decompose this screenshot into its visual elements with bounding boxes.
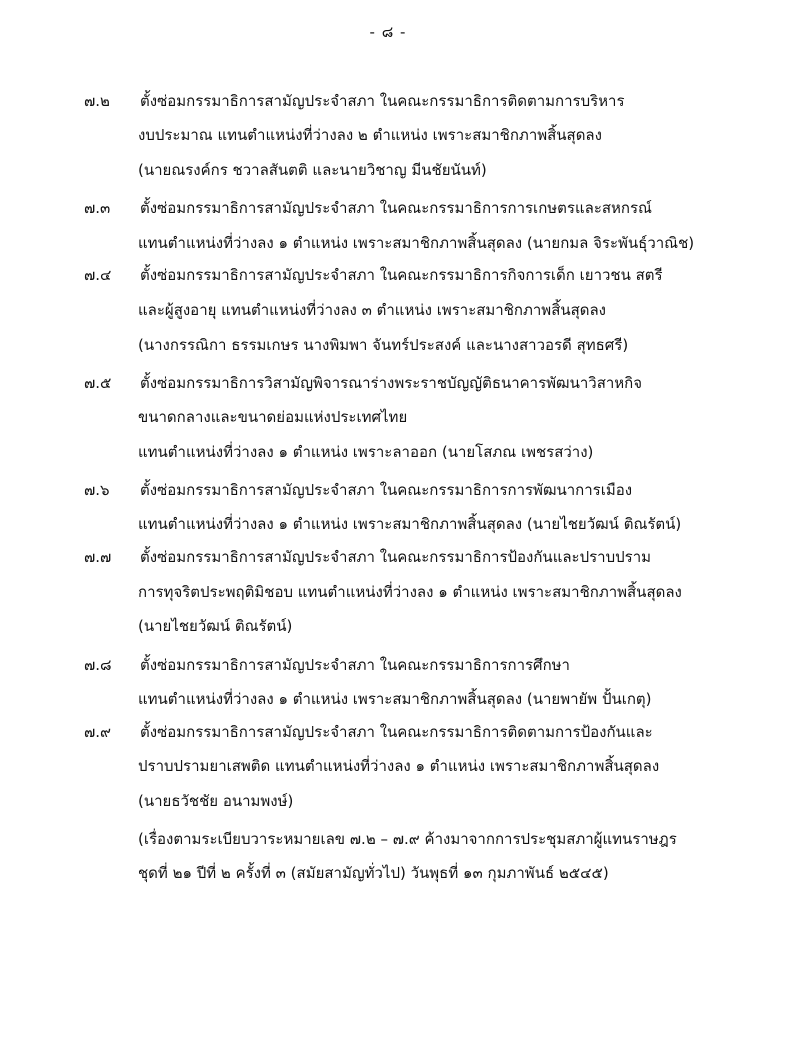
item-line: งบประมาณ แทนตำแหน่งที่ว่างลง ๒ ตำแหน่ง เพราะสมาชิกภาพสิ้นสุดลง [138, 126, 602, 144]
item-line: (นายไชยวัฒน์ ติณรัตน์) [138, 617, 293, 635]
item-line: ตั้งซ่อมกรรมาธิการสามัญประจำสภา ในคณะกรรมาธิการกิจการเด็ก เยาวชน สตรี [140, 266, 663, 284]
item-line: ตั้งซ่อมกรรมาธิการสามัญประจำสภา ในคณะกรรมาธิการการเกษตรและสหกรณ์ [140, 199, 652, 217]
item-number: ๗.๗ [84, 548, 112, 566]
page-number: - ๘ - [369, 23, 407, 41]
item-line: การทุจริตประพฤติมิชอบ แทนตำแหน่งที่ว่างลง ๑ ตำแหน่ง เพราะสมาชิกภาพสิ้นสุดลง [138, 583, 682, 601]
item-line: ปราบปรามยาเสพติด แทนตำแหน่งที่ว่างลง ๑ ตำแหน่ง เพราะสมาชิกภาพสิ้นสุดลง [138, 757, 660, 775]
item-number: ๗.๔ [84, 266, 112, 284]
item-line: ตั้งซ่อมกรรมาธิการสามัญประจำสภา ในคณะกรรมาธิการติดตามการบริหาร [140, 92, 625, 110]
item-number: ๗.๓ [84, 199, 111, 217]
item-line: แทนตำแหน่งที่ว่างลง ๑ ตำแหน่ง เพราะลาออก (นายโสภณ เพชรสว่าง) [138, 443, 594, 461]
item-line: แทนตำแหน่งที่ว่างลง ๑ ตำแหน่ง เพราะสมาชิกภาพสิ้นสุดลง (นายไชยวัฒน์ ติณรัตน์) [138, 515, 682, 533]
item-line: (นายณรงค์กร ชวาลสันตติ และนายวิชาญ มีนชัยนันท์) [138, 161, 487, 179]
item-number: ๗.๘ [84, 656, 112, 674]
item-line: (นายธวัชชัย อนามพงษ์) [138, 792, 294, 810]
item-number: ๗.๕ [84, 374, 112, 392]
item-line: ตั้งซ่อมกรรมาธิการสามัญประจำสภา ในคณะกรรมาธิการการศึกษา [140, 656, 570, 674]
item-line: ขนาดกลางและขนาดย่อมแห่งประเทศไทย [138, 408, 408, 426]
item-line: ตั้งซ่อมกรรมาธิการสามัญประจำสภา ในคณะกรรมาธิการติดตามการป้องกันและ [140, 723, 653, 741]
note-line: (เรื่องตามระเบียบวาระหมายเลข ๗.๒ – ๗.๙ ค้างมาจากการประชุมสภาผู้แทนราษฎร [138, 830, 677, 848]
item-line: แทนตำแหน่งที่ว่างลง ๑ ตำแหน่ง เพราะสมาชิกภาพสิ้นสุดลง (นายพายัพ ปั้นเกตุ) [138, 690, 652, 708]
item-line: ตั้งซ่อมกรรมาธิการสามัญประจำสภา ในคณะกรรมาธิการป้องกันและปราบปราม [140, 548, 652, 566]
item-line: ตั้งซ่อมกรรมาธิการสามัญประจำสภา ในคณะกรรมาธิการการพัฒนาการเมือง [140, 481, 633, 499]
item-line: แทนตำแหน่งที่ว่างลง ๑ ตำแหน่ง เพราะสมาชิกภาพสิ้นสุดลง (นายกมล จิระพันธุ์วาณิช) [138, 234, 695, 252]
item-number: ๗.๒ [84, 92, 110, 110]
item-line: ตั้งซ่อมกรรมาธิการวิสามัญพิจารณาร่างพระราชบัญญัติธนาคารพัฒนาวิสาหกิจ [140, 374, 643, 392]
item-number: ๗.๙ [84, 723, 112, 741]
item-number: ๗.๖ [84, 481, 110, 499]
note-line: ชุดที่ ๒๑ ปีที่ ๒ ครั้งที่ ๓ (สมัยสามัญทั่วไป) วันพุธที่ ๑๓ กุมภาพันธ์ ๒๕๔๕) [138, 864, 609, 882]
item-line: และผู้สูงอายุ แทนตำแหน่งที่ว่างลง ๓ ตำแหน่ง เพราะสมาชิกภาพสิ้นสุดลง [138, 301, 607, 319]
item-line: (นางกรรณิกา ธรรมเกษร นางพิมพา จันทร์ประสงค์ และนางสาวอรดี สุทธศรี) [138, 336, 629, 354]
